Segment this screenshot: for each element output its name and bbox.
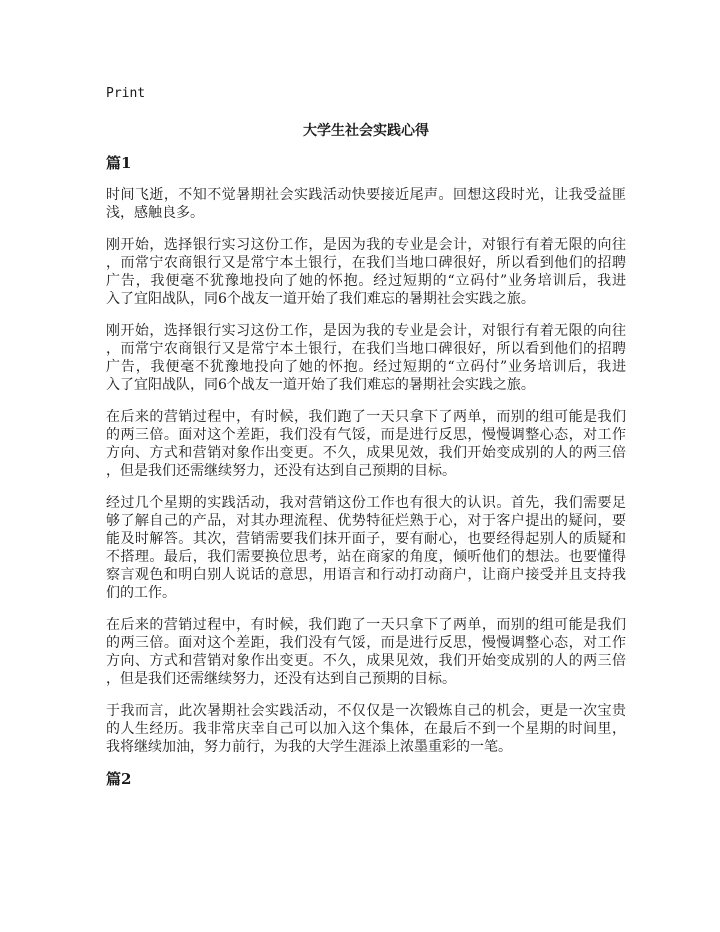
paragraph-line: 刚开始，选择银行实习这份工作，是因为我的专业是会计，对银行有着无限的向往: [106, 237, 626, 253]
paragraph-line: 刚开始，选择银行实习这份工作，是因为我的专业是会计，对银行有着无限的向往: [106, 323, 626, 339]
paragraph-line: 们的工作。: [106, 585, 176, 601]
section-heading: 篇2: [106, 770, 132, 788]
paragraph-line: 的人生经历。我非常庆幸自己可以加入这个集体，在最后不到一个星期的时间里，: [106, 721, 626, 737]
paragraph-line: 入了宜阳战队，同6个战友一道开始了我们难忘的暑期社会实践之旅。: [106, 291, 535, 307]
paragraph: [106, 186, 626, 222]
paragraph-line: 方向、方式和营销对象作出变更。不久，成果见效，我们开始变成别的人的两三倍: [106, 653, 626, 669]
paragraph-line: 能及时解答。其次，营销需要我们抹开面子，要有耐心，也要经得起别人的质疑和: [106, 531, 626, 547]
paragraph-line: 于我而言，此次暑期社会实践活动，不仅仅是一次锻炼自己的机会，更是一次宝贵: [106, 703, 626, 719]
print-link[interactable]: Print: [106, 86, 146, 101]
paragraph: [106, 616, 626, 688]
paragraph-line: ，但是我们还需继续努力，还没有达到自己预期的目标。: [106, 671, 456, 687]
paragraph-line: 在后来的营销过程中，有时候，我们跑了一天只拿下了两单，而别的组可能是我们: [106, 617, 626, 633]
paragraph-line: ，而常宁农商银行又是常宁本土银行，在我们当地口碑很好，所以看到他们的招聘: [106, 255, 626, 271]
paragraph-line: 不搭理。最后，我们需要换位思考，站在商家的角度，倾听他们的想法。也要懂得: [106, 549, 626, 565]
paragraph: [106, 494, 626, 602]
paragraph-line: 入了宜阳战队，同6个战友一道开始了我们难忘的暑期社会实践之旅。: [106, 377, 535, 393]
paragraph-line: ，但是我们还需继续努力，还没有达到自己预期的目标。: [106, 463, 456, 479]
section-heading: 篇1: [106, 154, 132, 172]
paragraph-line: ，而常宁农商银行又是常宁本土银行，在我们当地口碑很好，所以看到他们的招聘: [106, 341, 626, 357]
paragraph-line: 的两三倍。面对这个差距，我们没有气馁，而是进行反思，慢慢调整心态，对工作: [106, 427, 626, 443]
paragraph: [106, 322, 626, 394]
paragraph-line: 察言观色和明白别人说话的意思，用语言和行动打动商户，让商户接受并且支持我: [106, 567, 626, 583]
paragraph-line: 够了解自己的产品，对其办理流程、优势特征烂熟于心，对于客户提出的疑问，要: [106, 513, 626, 529]
paragraph-line: 广告，我便毫不犹豫地投向了她的怀抱。经过短期的“立码付”业务培训后，我进: [106, 359, 626, 375]
paragraph-line: 我将继续加油，努力前行，为我的大学生涯添上浓墨重彩的一笔。: [106, 739, 512, 755]
section-1-paragraphs: [106, 186, 626, 756]
paragraph: [106, 408, 626, 480]
paragraph: [106, 702, 626, 756]
paragraph-line: 在后来的营销过程中，有时候，我们跑了一天只拿下了两单，而别的组可能是我们: [106, 409, 626, 425]
paragraph-line: 方向、方式和营销对象作出变更。不久，成果见效，我们开始变成别的人的两三倍: [106, 445, 626, 461]
paragraph-line: 浅，感触良多。: [106, 205, 204, 221]
document-title: 大学生社会实践心得: [303, 123, 429, 139]
document-body: [106, 122, 626, 802]
paragraph-line: 时间飞逝，不知不觉暑期社会实践活动快要接近尾声。回想这段时光，让我受益匪: [106, 187, 626, 203]
paragraph-line: 经过几个星期的实践活动，我对营销这份工作也有很大的认识。首先，我们需要足: [106, 495, 626, 511]
paragraph: [106, 236, 626, 308]
paragraph-line: 的两三倍。面对这个差距，我们没有气馁，而是进行反思，慢慢调整心态，对工作: [106, 635, 626, 651]
paragraph-line: 广告，我便毫不犹豫地投向了她的怀抱。经过短期的“立码付”业务培训后，我进: [106, 273, 626, 289]
